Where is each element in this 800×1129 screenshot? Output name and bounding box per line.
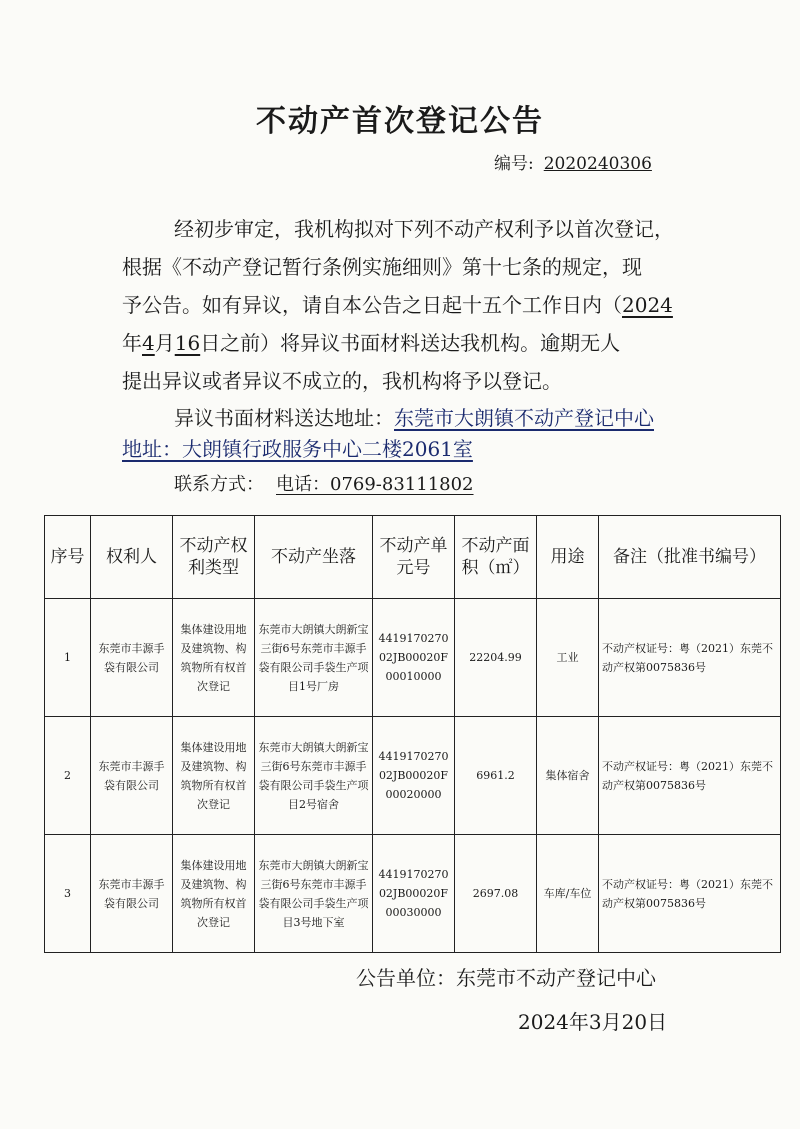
body-line-2: 根据《不动产登记暂行条例实施细则》第十七条的规定，现 xyxy=(122,255,642,279)
cell-location: 东莞市大朗镇大朗新宝三街6号东莞市丰源手袋有限公司手袋生产项目1号厂房 xyxy=(255,599,373,717)
body-line-5: 提出异议或者异议不成立的，我机构将予以登记。 xyxy=(122,369,562,393)
cell-owner: 东莞市丰源手袋有限公司 xyxy=(91,717,173,835)
table-row xyxy=(45,717,781,835)
deadline-day: 16 xyxy=(174,331,201,355)
cell-area: 2697.08 xyxy=(455,835,537,953)
cell-remark: 不动产权证号：粤（2021）东莞不动产权第0075836号 xyxy=(599,599,781,717)
serial-label: 编号: xyxy=(494,154,534,174)
cell-no: 2 xyxy=(45,717,91,835)
header-no: 序号 xyxy=(45,516,91,599)
cell-area: 6961.2 xyxy=(455,717,537,835)
serial-value: 2020240306 xyxy=(543,154,652,174)
cell-use: 集体宿舍 xyxy=(537,717,599,835)
table-row xyxy=(45,599,781,717)
notice-date: 2024年3月20日 xyxy=(518,1010,668,1034)
body-line-3-text: 予公告。如有异议，请自本公告之日起十五个工作日内（ xyxy=(122,293,622,317)
header-use: 用途 xyxy=(537,516,599,599)
table-header-row xyxy=(45,516,781,599)
address-label: 异议书面材料送达地址： xyxy=(174,406,394,430)
cell-remark: 不动产权证号：粤（2021）东莞不动产权第0075836号 xyxy=(599,835,781,953)
cell-owner: 东莞市丰源手袋有限公司 xyxy=(91,835,173,953)
cell-no: 1 xyxy=(45,599,91,717)
registration-table xyxy=(44,515,781,953)
cell-use: 工业 xyxy=(537,599,599,717)
cell-unit-no: 441917027002JB00020F00020000 xyxy=(373,717,455,835)
header-location: 不动产坐落 xyxy=(255,516,373,599)
header-unit-no: 不动产单元号 xyxy=(373,516,455,599)
cell-location: 东莞市大朗镇大朗新宝三街6号东莞市丰源手袋有限公司手袋生产项目3号地下室 xyxy=(255,835,373,953)
cell-remark: 不动产权证号：粤（2021）东莞不动产权第0075836号 xyxy=(599,717,781,835)
address-value: 东莞市大朗镇不动产登记中心 xyxy=(394,406,654,430)
issuer: 公告单位：东莞市不动产登记中心 xyxy=(356,966,656,990)
notice-title: 不动产首次登记公告 xyxy=(256,104,544,139)
body-line-4-rest: 日之前）将异议书面材料送达我机构。逾期无人 xyxy=(200,331,621,355)
serial-number xyxy=(494,149,652,174)
cell-use: 车库/车位 xyxy=(537,835,599,953)
contact-info xyxy=(174,466,474,504)
cell-unit-no: 441917027002JB00020F00010000 xyxy=(373,599,455,717)
cell-owner: 东莞市丰源手袋有限公司 xyxy=(91,599,173,717)
deadline-month: 4 xyxy=(142,331,155,355)
header-remark: 备注（批准书编号） xyxy=(599,516,781,599)
contact-label: 联系方式： xyxy=(174,474,264,495)
header-area: 不动产面积（㎡） xyxy=(455,516,537,599)
cell-right-type: 集体建设用地及建筑物、构筑物所有权首次登记 xyxy=(173,599,255,717)
cell-right-type: 集体建设用地及建筑物、构筑物所有权首次登记 xyxy=(173,717,255,835)
header-owner: 权利人 xyxy=(91,516,173,599)
cell-no: 3 xyxy=(45,835,91,953)
contact-value: 电话：0769-83111802 xyxy=(276,474,474,495)
month-suffix: 月 xyxy=(154,331,175,355)
body-line-4 xyxy=(122,324,620,362)
year-suffix: 年 xyxy=(122,331,142,355)
cell-right-type: 集体建设用地及建筑物、构筑物所有权首次登记 xyxy=(173,835,255,953)
cell-location: 东莞市大朗镇大朗新宝三街6号东莞市丰源手袋有限公司手袋生产项目2号宿舍 xyxy=(255,717,373,835)
cell-unit-no: 441917027002JB00020F00030000 xyxy=(373,835,455,953)
header-right-type: 不动产权利类型 xyxy=(173,516,255,599)
cell-area: 22204.99 xyxy=(455,599,537,717)
body-line-1: 经初步审定，我机构拟对下列不动产权利予以首次登记， xyxy=(174,217,674,241)
address-line-2: 地址：大朗镇行政服务中心二楼2061室 xyxy=(122,437,473,461)
deadline-year: 2024 xyxy=(622,293,673,317)
body-line-3 xyxy=(122,286,673,324)
table-row xyxy=(45,835,781,953)
